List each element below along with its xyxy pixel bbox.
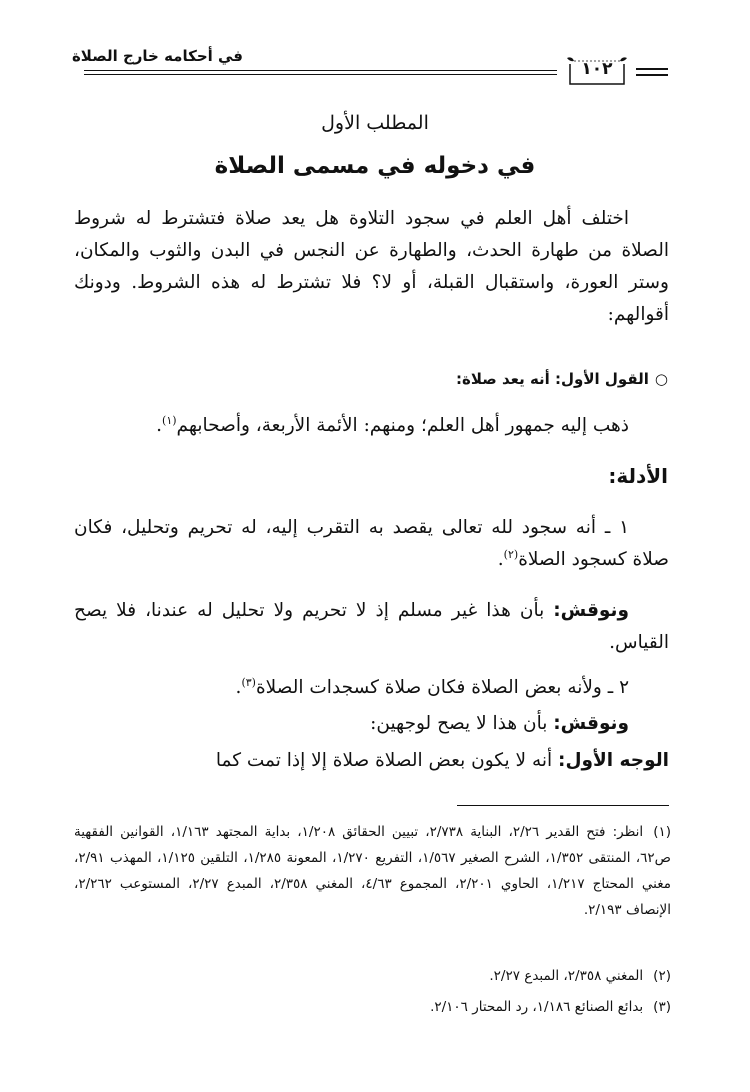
- period: .: [235, 677, 242, 698]
- footnote-1: [74, 819, 671, 923]
- section-subtitle: المطلب الأول: [321, 112, 429, 134]
- footnote-marker: (١): [653, 824, 672, 840]
- intro-paragraph: اختلف أهل العلم في سجود التلاوة هل يعد صلاة فتشترط له شروط الصلاة من طهارة الحدث، والطهارة عن النجس في البدن والثوب والمكان، وستر العورة، واستقبال القبلة، أو لا؟ فلا تشترط له هذه الشروط. ودونك أقوالهم:: [74, 208, 669, 325]
- evidence-1-text: ١ ـ أنه سجود لله تعالى يقصد به التقرب إليه، له تحريم وتحليل، فكان صلاة كسجود الصلاة: [74, 517, 669, 570]
- opinion-heading-text: القول الأول: أنه يعد صلاة:: [456, 370, 649, 388]
- footnote-ref-2[interactable]: (٢): [503, 547, 519, 561]
- footnote-ref-3[interactable]: (٣): [241, 675, 256, 689]
- evidence-2-text: ٢ ـ ولأنه بعض الصلاة فكان صلاة كسجدات الصلاة: [255, 677, 629, 698]
- face-one-label: الوجه الأول:: [558, 750, 669, 771]
- discussed-label: ونوقش:: [553, 713, 629, 734]
- footnote-ref-1[interactable]: (١): [162, 413, 177, 427]
- evidence-paragraph-2: [74, 672, 669, 704]
- opinion-paragraph-text: ذهب إليه جمهور أهل العلم؛ ومنهم: الأئمة الأربعة، وأصحابهم: [176, 415, 629, 436]
- footnote-3: [74, 994, 671, 1020]
- section-title: في دخوله في مسمى الصلاة: [214, 153, 536, 179]
- footnote-text: بدائع الصنائع ١/١٨٦، رد المحتار ٢/١٠٦.: [430, 999, 644, 1015]
- evidence-paragraph-1: [74, 512, 669, 576]
- face-one-text: أنه لا يكون بعض الصلاة صلاة إلا إذا تمت كما: [215, 750, 553, 771]
- discussion-2-text: بأن هذا لا يصح لوجهين:: [370, 713, 548, 734]
- footnote-separator: [457, 805, 669, 806]
- period: .: [156, 415, 163, 436]
- header-rule: [636, 68, 668, 70]
- footnote-2: [74, 963, 671, 989]
- face-one-paragraph: [74, 745, 669, 777]
- header-rule: [636, 74, 668, 76]
- page-number: ١٠٢: [581, 59, 613, 79]
- opinion-heading: [456, 370, 668, 388]
- footnote-text: انظر: فتح القدير ٢/٢٦، البناية ٢/٧٣٨، تبيين الحقائق ١/٢٠٨، بداية المجتهد ١/١٦٣، القوانين الفقهية ص٦٢، المنتقى ١/٣٥٢، الشرح الصغير ١/٥٦٧، التفريع ١/٢٧٠، المعونة ١/٢٨٥، التلقين ١/١٢٥، المهذب ٢/٩١، مغني المحتاج ١/٢١٧، الحاوي ٢/٢٠١، المجموع ٤/٦٣، المغني ٢/٣٥٨، المبدع ٢/٢٧، المستوعب ٢/٢٦٢، الإنصاف ٢/١٩٣.: [74, 824, 672, 918]
- footnote-marker: (٢): [653, 968, 671, 984]
- running-header-title: في أحكامه خارج الصلاة: [71, 47, 243, 65]
- circle-bullet-icon: ○: [654, 370, 668, 388]
- footnote-text: المغني ٢/٣٥٨، المبدع ٢/٢٧.: [489, 968, 644, 984]
- header-rule: [84, 70, 557, 71]
- opinion-paragraph: [74, 410, 669, 442]
- period: .: [497, 549, 504, 570]
- header-rule: [84, 74, 557, 75]
- page-number-frame: [566, 56, 628, 86]
- discussion-paragraph-1: [74, 595, 669, 659]
- discussion-paragraph-2: [74, 708, 669, 740]
- discussed-label: ونوقش:: [553, 600, 629, 621]
- footnote-marker: (٣): [653, 999, 671, 1015]
- evidence-heading: الأدلة:: [608, 464, 668, 488]
- discussion-1-text: بأن هذا غير مسلم إذ لا تحريم ولا تحليل له عندنا، فلا يصح القياس.: [74, 600, 669, 653]
